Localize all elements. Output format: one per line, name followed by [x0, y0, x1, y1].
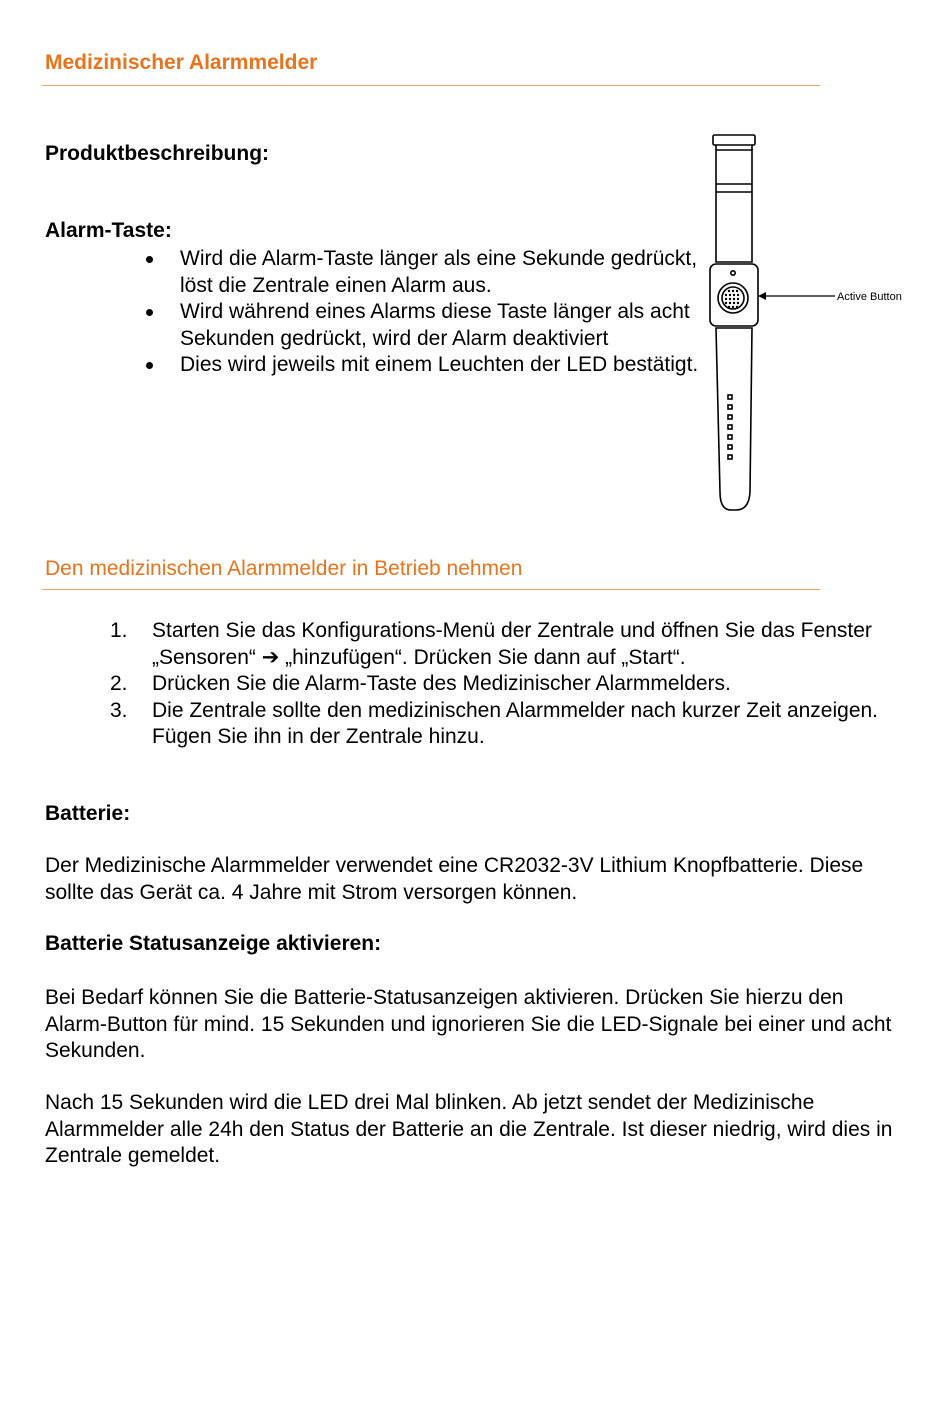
arrow-right-icon: ➔: [261, 645, 280, 669]
wristband-illustration: [700, 132, 910, 517]
page-title: Medizinischer Alarmmelder: [45, 51, 318, 74]
list-item-text: Dies wird jeweils mit einem Leuchten der LED bestätigt.: [180, 353, 699, 376]
alarm-key-heading: Alarm-Taste:: [45, 219, 172, 242]
step-text: „hinzufügen“. Drücken Sie dann auf „Start“.: [279, 645, 686, 669]
battery-heading: Batterie:: [45, 802, 131, 825]
bullet-icon: [146, 362, 153, 369]
step-number: 2.: [110, 672, 128, 695]
step-text: Die Zentrale sollte den medizinischen Alarmmelder nach kurzer Zeit anzeigen. Fügen Sie ihn in der Zentrale hinzu.: [152, 698, 879, 748]
list-item-text: Wird während eines Alarms diese Taste länger als acht Sekunden gedrückt, wird der Alarm deaktiviert: [180, 300, 690, 350]
battery-status-text-1: Bei Bedarf können Sie die Batterie-Statusanzeigen aktivieren. Drücken Sie hierzu den Alarm-Button für mind. 15 Sekunden und ignorieren Sie die LED-Signale bei einer und acht Sekunden.: [45, 986, 892, 1062]
step-text: Drücken Sie die Alarm-Taste des Medizinischer Alarmmelders.: [152, 672, 731, 695]
setup-divider: [42, 589, 820, 590]
product-heading: Produktbeschreibung:: [45, 142, 270, 165]
active-button-label: Active Button: [837, 291, 902, 303]
list-item: [145, 299, 705, 352]
list-item: [145, 246, 705, 299]
battery-status-heading: Batterie Statusanzeige aktivieren:: [45, 932, 382, 955]
bullet-icon: [146, 309, 153, 316]
step-text: Starten Sie das Konfigurations-Menü der Zentrale und öffnen Sie das Fenster „Sensoren“: [152, 619, 872, 669]
bullet-icon: [146, 256, 153, 263]
step-number: 1.: [110, 619, 128, 642]
title-divider: [42, 85, 820, 86]
list-item: [110, 618, 890, 671]
battery-text: Der Medizinische Alarmmelder verwendet eine CR2032-3V Lithium Knopfbatterie. Diese sollte das Gerät ca. 4 Jahre mit Strom versorgen können.: [45, 854, 864, 904]
setup-heading: Den medizinischen Alarmmelder in Betrieb nehmen: [45, 557, 523, 580]
list-item-text: Wird die Alarm-Taste länger als eine Sekunde gedrückt, löst die Zentrale einen Alarm aus.: [180, 247, 698, 297]
alarm-key-list: [145, 246, 705, 379]
list-item: [110, 698, 890, 751]
list-item: [145, 352, 705, 379]
setup-steps: [110, 618, 890, 751]
step-number: 3.: [110, 698, 128, 722]
list-item: [110, 671, 890, 698]
battery-status-text-2: Nach 15 Sekunden wird die LED drei Mal blinken. Ab jetzt sendet der Medizinische Alarmmelder alle 24h den Status der Batterie an die Zentrale. Ist dieser niedrig, wird dies in Zentrale gemeldet.: [45, 1091, 893, 1167]
